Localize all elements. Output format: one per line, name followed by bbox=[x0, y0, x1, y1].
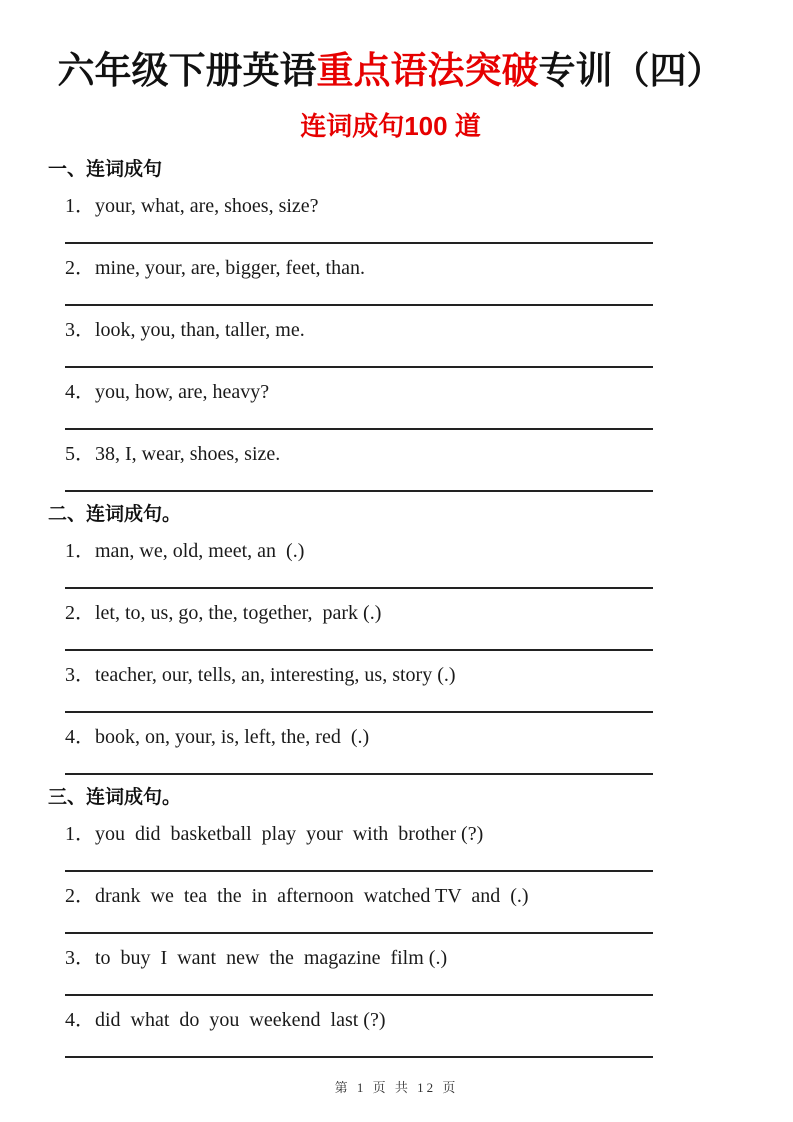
answer-blank-line bbox=[65, 1056, 653, 1058]
answer-blank-line bbox=[65, 366, 653, 368]
question-text: 2．let, to, us, go, the, together, park (.) bbox=[65, 601, 382, 624]
question-text: 4．you, how, are, heavy? bbox=[65, 380, 270, 403]
question-text: 4．book, on, your, is, left, the, red (.) bbox=[65, 725, 370, 748]
question-text: 3．look, you, than, taller, me. bbox=[65, 318, 305, 341]
question-block bbox=[65, 882, 733, 934]
answer-blank-line bbox=[65, 870, 653, 872]
title-text-left: 六年级下册英语 bbox=[57, 50, 317, 91]
answer-blank-line bbox=[65, 304, 653, 306]
question-block bbox=[65, 661, 733, 713]
answer-blank-line bbox=[65, 711, 653, 713]
section-heading: 三、连词成句。 bbox=[48, 786, 182, 808]
question-block bbox=[65, 1006, 733, 1058]
page-footer: 第 1 页 共 12 页 bbox=[334, 1080, 459, 1095]
section-one bbox=[48, 157, 733, 492]
question-block bbox=[65, 944, 733, 996]
question-block bbox=[65, 723, 733, 775]
answer-blank-line bbox=[65, 773, 653, 775]
question-text: 3．to buy I want new the magazine film (.) bbox=[65, 946, 448, 969]
answer-blank-line bbox=[65, 994, 653, 996]
question-block bbox=[65, 440, 733, 492]
question-text: 2．mine, your, are, bigger, feet, than. bbox=[65, 256, 365, 279]
question-block bbox=[65, 316, 733, 368]
question-text: 3．teacher, our, tells, an, interesting, us, story (.) bbox=[65, 663, 456, 686]
section-two bbox=[48, 502, 733, 775]
question-block bbox=[65, 820, 733, 872]
title-highlight: 重点语法突破 bbox=[316, 50, 539, 91]
question-text: 2．drank we tea the in afternoon watched TV and (.) bbox=[65, 884, 529, 907]
question-text: 1．man, we, old, meet, an (.) bbox=[65, 539, 305, 562]
page-subtitle: 连词成句100 道 bbox=[300, 111, 481, 142]
question-text: 4．did what do you weekend last (?) bbox=[65, 1008, 386, 1031]
section-three bbox=[48, 785, 733, 1058]
answer-blank-line bbox=[65, 587, 653, 589]
question-block bbox=[65, 537, 733, 589]
answer-blank-line bbox=[65, 649, 653, 651]
title-text-right: 专训（四） bbox=[538, 50, 724, 91]
section-heading: 二、连词成句。 bbox=[48, 503, 182, 525]
page-title bbox=[48, 48, 733, 94]
question-text: 1．you did basketball play your with brother (?) bbox=[65, 822, 484, 845]
question-text: 1．your, what, are, shoes, size? bbox=[65, 194, 319, 217]
answer-blank-line bbox=[65, 428, 653, 430]
answer-blank-line bbox=[65, 242, 653, 244]
question-block bbox=[65, 599, 733, 651]
section-heading: 一、连词成句 bbox=[48, 158, 163, 180]
question-block bbox=[65, 192, 733, 244]
question-text: 5．38, I, wear, shoes, size. bbox=[65, 442, 281, 465]
question-block bbox=[65, 378, 733, 430]
answer-blank-line bbox=[65, 490, 653, 492]
answer-blank-line bbox=[65, 932, 653, 934]
question-block bbox=[65, 254, 733, 306]
